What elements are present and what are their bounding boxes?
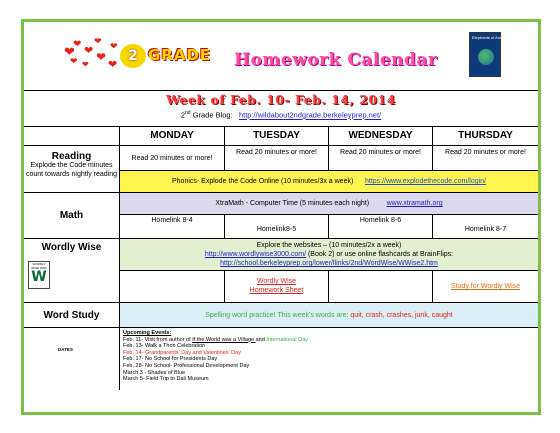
grade-number: 2 (120, 44, 146, 68)
day-wednesday: WEDNESDAY (329, 126, 433, 146)
day-tuesday: TUESDAY (225, 126, 329, 146)
homework-sheet-link[interactable]: Homework Sheet (249, 287, 304, 294)
wordly-thursday (433, 271, 538, 303)
math-tuesday: Homelink8-5 (225, 215, 329, 239)
blog-prefix: 2 (180, 110, 186, 120)
book-title-link[interactable]: If the World was a Village (192, 336, 256, 343)
wordly-wise-logo-text: WORDLY WISE 3000 (31, 262, 47, 270)
corner-cell (24, 126, 120, 146)
math-wednesday: Homelink 8-6 (329, 215, 433, 239)
calendar-page (21, 19, 541, 415)
wordly-wise-logo (28, 261, 50, 289)
spelling-text: Spelling word practice! This week's words are: (205, 312, 351, 319)
wordly-wise-link[interactable]: Wordly Wise (256, 278, 297, 285)
event-item: Feb. 14- Grandparents' Day and Valentines' Day (123, 349, 241, 356)
grade-badge (120, 44, 212, 68)
dates-label: DATES (58, 347, 73, 352)
wordly-monday (120, 271, 225, 303)
wordly-explore-row (120, 239, 538, 271)
event-item: March 3 - Shades of Blue (123, 369, 186, 376)
reading-label-cell (24, 146, 120, 193)
book-cover-image (469, 32, 501, 77)
events-heading: Upcoming Events: (123, 330, 172, 336)
event-item: March 5- Field Trip to Dali Museum (123, 376, 209, 383)
week-title: Week of Feb. 10- Feb. 14, 2014 (165, 92, 396, 107)
page-title: Homework Calendar (234, 50, 438, 70)
week-bar (24, 90, 538, 127)
day-monday: MONDAY (120, 126, 225, 146)
event-text: Feb. 11- Visit from author of (123, 336, 193, 343)
wordstudy-label-cell (24, 303, 120, 328)
wordly-tuesday (225, 271, 329, 303)
event-item (123, 337, 535, 344)
study-wordly-wise-link[interactable]: Study for Wordly Wise (450, 283, 521, 290)
phonics-text: Phonics- Explode the Code Online (10 minutes/3x a week) (171, 178, 354, 185)
wordstudy-label: Word Study (43, 310, 100, 321)
blog-sup: nd (185, 110, 191, 116)
brainflips-link[interactable]: http://school.berkeleyprep.org/lower/llinks/2nd/WordWise/WWise2.htm (220, 260, 438, 267)
wordly-explore-text: Explore the websites – (10 minutes/2x a week) (256, 242, 402, 249)
reading-thursday: Read 20 minutes or more! (433, 146, 538, 171)
wordlywise-link[interactable]: http://www.wordlywise3000.com/ (204, 251, 307, 258)
dates-label-cell (24, 328, 120, 390)
math-label: Math (59, 210, 84, 221)
reading-monday: Read 20 minutes or more! (120, 146, 225, 171)
math-thursday: Homelink 8-7 (433, 215, 538, 239)
reading-tuesday: Read 20 minutes or more! (225, 146, 329, 171)
book-cover-title: Elephants of Ann (472, 35, 503, 40)
xtramath-row (120, 193, 538, 215)
event-item: Feb. 28- No School- Professional Development Day (123, 362, 250, 369)
wordly-wednesday (329, 271, 433, 303)
event-highlight: International Day (266, 336, 308, 343)
wordly-label-cell (24, 239, 120, 303)
day-thursday: THURSDAY (433, 126, 538, 146)
reading-note: Explode the Code minutes count towards nightly reading (25, 162, 118, 178)
math-monday: Homelink 8-4 (120, 215, 225, 239)
grade-word: GRADE (148, 46, 212, 64)
wordlywise-link-suffix: (Book 2) or use online flashcards at BrainFlips: (306, 251, 454, 258)
phonics-link[interactable]: https://www.explodethecode.com/login/ (364, 178, 486, 185)
blog-label: Grade Blog: (190, 110, 233, 120)
blog-link[interactable]: http://wildabout2ndgrade.berkeleyprep.net/ (238, 110, 382, 120)
header: ❤ ❤ ❤ ❤ ❤ ❤ ❤ ❤ ❤ 2 GRADE Homework Calendar Elephants of Ann (24, 22, 538, 91)
event-item: Feb. 17- No School for Presidents Day (123, 356, 218, 363)
reading-wednesday: Read 20 minutes or more! (329, 146, 433, 171)
event-item: Feb. 13- Walk a Thon Celebration (123, 343, 206, 350)
reading-label: Reading (51, 151, 92, 162)
wordstudy-row (120, 303, 538, 328)
globe-icon (478, 49, 494, 65)
spelling-words: quit, crash, crashes, junk, caught (350, 312, 453, 319)
wordly-label: Wordly Wise (41, 242, 102, 253)
math-label-cell (24, 193, 120, 239)
event-text: and (255, 336, 267, 343)
xtramath-text: XtraMath - Computer Time (5 minutes each night) (215, 200, 370, 207)
wordly-wise-logo-mark: W (31, 269, 47, 285)
blog-line (24, 110, 538, 120)
events-cell (120, 328, 538, 390)
phonics-row (120, 171, 538, 193)
xtramath-link[interactable]: www.xtramath.org (386, 200, 443, 207)
